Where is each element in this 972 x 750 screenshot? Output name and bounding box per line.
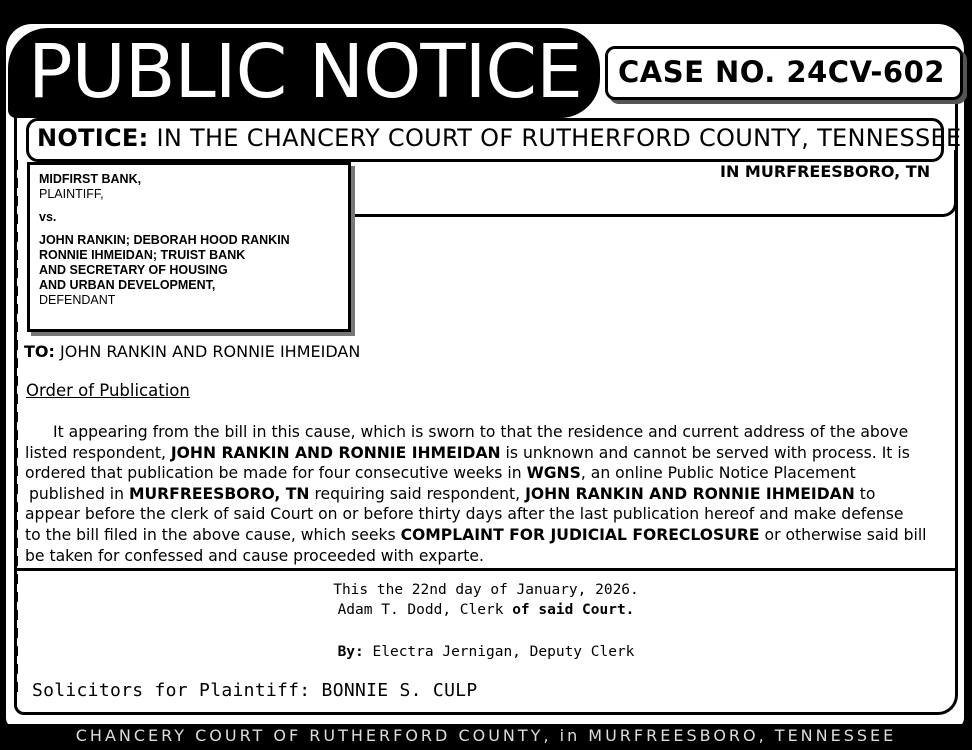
court-location: IN MURFREESBORO, TN: [720, 162, 931, 181]
defendant-role: DEFENDANT: [39, 293, 116, 307]
body-line: to the bill filed in the above cause, which seeks COMPLAINT FOR JUDICIAL FORECLOSURE or otherwise said bill: [25, 525, 927, 544]
body-line: be taken for confessed and cause proceeded with exparte.: [25, 546, 484, 565]
footer-text: CHANCERY COURT OF RUTHERFORD COUNTY, in MURFREESBORO, TENNESSEE: [75, 726, 897, 745]
body-line: ordered that publication be made for four consecutive weeks in WGNS, an online Public Notice Placement: [25, 464, 856, 483]
order-body: [25, 422, 953, 566]
top-bar: [0, 0, 972, 24]
defendant-line: AND URBAN DEVELOPMENT,: [39, 278, 216, 292]
order-title: Order of Publication: [26, 381, 190, 400]
to-label: TO:: [24, 342, 55, 361]
case-number: CASE NO. 24CV-602: [618, 55, 945, 89]
solicitors-line: Solicitors for Plaintiff: BONNIE S. CULP: [32, 680, 478, 701]
defendant-line: AND SECRETARY OF HOUSING: [39, 263, 228, 277]
versus: vs.: [39, 210, 57, 224]
deputy-clerk-line: By: Electra Jernigan, Deputy Clerk: [337, 644, 635, 660]
clerk-line: Adam T. Dodd, Clerk of said Court.: [337, 602, 635, 618]
body-line: published in MURFREESBORO, TN requiring said respondent, JOHN RANKIN AND RONNIE IHMEIDAN to: [29, 484, 876, 503]
date-line: This the 22nd day of January, 2026.: [333, 582, 639, 598]
to-names: JOHN RANKIN AND RONNIE IHMEIDAN: [60, 342, 361, 361]
body-line: listed respondent, JOHN RANKIN AND RONNIE IHMEIDAN is unknown and cannot be served with process. It is: [25, 443, 910, 462]
body-line: It appearing from the bill in this cause, which is sworn to that the residence and current address of the above: [53, 423, 909, 441]
notice-heading: [37, 124, 962, 152]
plaintiff-role: PLAINTIFF,: [39, 187, 104, 201]
body-line: appear before the clerk of said Court on or before thirty days after the last publication hereof and make defense: [25, 505, 904, 524]
to-line: [24, 342, 360, 361]
defendant-line: RONNIE IHMEIDAN; TRUIST BANK: [39, 248, 246, 262]
date-block: [0, 580, 972, 620]
court-name: IN THE CHANCERY COURT OF RUTHERFORD COUNTY, TENNESSEE: [156, 124, 962, 152]
notice-label: NOTICE:: [37, 124, 149, 152]
page-title: PUBLIC NOTICE: [28, 29, 582, 115]
header-frame: [344, 150, 957, 217]
divider: [17, 568, 955, 571]
plaintiff-name: MIDFIRST BANK,: [39, 172, 142, 186]
parties-box: [27, 162, 351, 332]
defendant-line: JOHN RANKIN; DEBORAH HOOD RANKIN: [39, 233, 290, 247]
case-number-box: [605, 46, 963, 100]
